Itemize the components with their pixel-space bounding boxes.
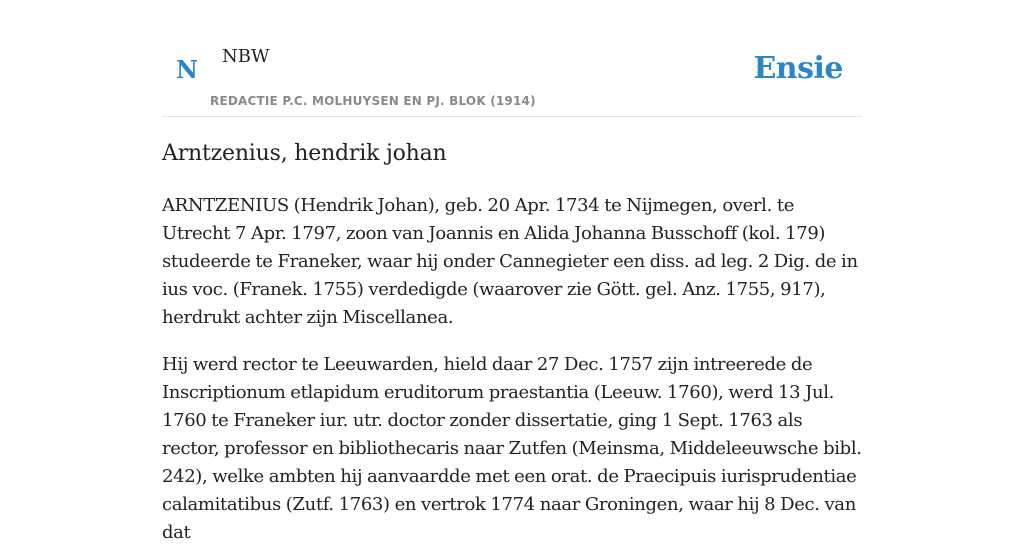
article-paragraph: ARNTZENIUS (Hendrik Johan), geb. 20 Apr. 1734 te Nijmegen, overl. te Utrecht 7 Apr. 1797, zoon van Joannis en Alida Johanna Busschoff (kol. 179) studeerde te Franeker, waar hij onder Cannegieter een diss. ad leg. 2 Dig. de in ius voc. (Franek. 1755) verdedigde (waarover zie Gött. gel. Anz. 1755, 917), herdrukt achter zijn Miscellanea. xyxy=(162,195,858,328)
source-name[interactable]: NBW xyxy=(222,46,270,67)
ensie-logo-link[interactable]: Ensie xyxy=(753,51,843,86)
source-logo[interactable]: N xyxy=(176,55,198,84)
source-subtitle: REDACTIE P.C. MOLHUYSEN EN PJ. BLOK (1914) xyxy=(210,94,536,108)
article-paragraph: Hij werd rector te Leeuwarden, hield daar 27 Dec. 1757 zijn intreerede de Inscriptionum etlapidum eruditorum praestantia (Leeuw. 1760), werd 13 Jul. 1760 te Franeker iur. utr. doctor zonder dissertatie, ging 1 Sept. 1763 als rector, professor en bibliothecaris naar Zutfen (Meinsma, Middeleeuwsche bibl. 242), welke ambten hij aanvaardde met een orat. de Praecipuis iurisprudentiae calamitatibus (Zutf. 1763) en vertrok 1774 naar Groningen, waar hij 8 Dec. van dat xyxy=(162,354,862,543)
source-header xyxy=(162,0,862,117)
article xyxy=(162,138,862,547)
article-title: Arntzenius, hendrik johan xyxy=(162,141,447,166)
